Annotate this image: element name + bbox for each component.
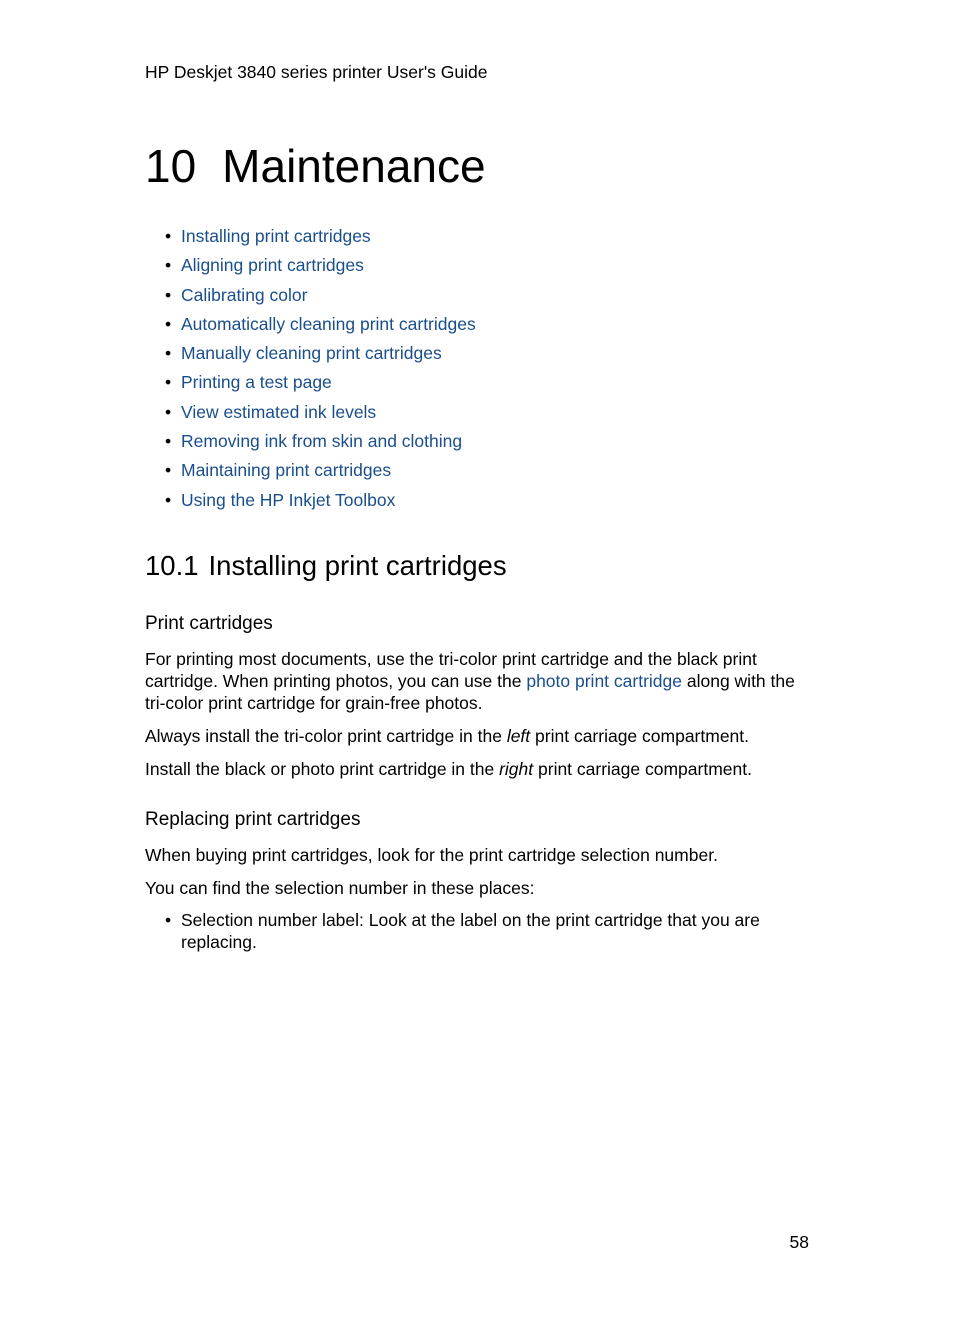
left-compartment-paragraph bbox=[145, 725, 810, 747]
right-compartment-paragraph bbox=[145, 758, 810, 780]
paragraph-text: For printing most documents, use the tri-color print cartridge and the black print cartridge. When printing photos, you can use the bbox=[145, 649, 757, 691]
emphasis-right: right bbox=[499, 759, 534, 779]
toc-item-removing-ink bbox=[145, 427, 476, 456]
replacing-paragraph-1: When buying print cartridges, look for the print cartridge selection number. bbox=[145, 845, 718, 865]
toc-link-toolbox[interactable]: Using the HP Inkjet Toolbox bbox=[181, 489, 396, 510]
toc-item-auto-cleaning bbox=[145, 310, 476, 339]
list-item bbox=[145, 909, 810, 953]
paragraph-text: Install the black or photo print cartridge in the bbox=[145, 759, 500, 779]
print-cartridges-heading: Print cartridges bbox=[145, 613, 273, 634]
toc-item-maintaining bbox=[145, 456, 476, 485]
toc-link-maintaining[interactable]: Maintaining print cartridges bbox=[181, 460, 392, 481]
toc-link-installing[interactable]: Installing print cartridges bbox=[181, 226, 371, 246]
toc-link-removing-ink[interactable]: Removing ink from skin and clothing bbox=[181, 431, 463, 452]
bullet-icon: • bbox=[165, 431, 172, 452]
bullet-icon: • bbox=[165, 460, 172, 481]
toc-item-calibrating bbox=[145, 281, 476, 310]
bullet-icon: • bbox=[165, 343, 172, 364]
page-number: 58 bbox=[789, 1232, 809, 1252]
bullet-icon: • bbox=[165, 910, 172, 930]
section-number: 10.1 bbox=[145, 550, 199, 581]
list-item-text: Selection number label: Look at the label on the print cartridge that you are replacing. bbox=[181, 910, 760, 952]
bullet-icon: • bbox=[165, 284, 172, 305]
bullet-icon: • bbox=[165, 313, 172, 334]
print-cartridges-paragraph bbox=[145, 648, 810, 714]
emphasis-left: left bbox=[506, 726, 531, 746]
toc-link-ink-levels[interactable]: View estimated ink levels bbox=[181, 401, 377, 422]
selection-number-list bbox=[145, 909, 810, 953]
toc-item-test-page bbox=[145, 368, 476, 397]
toc-item-toolbox bbox=[145, 486, 476, 515]
section-title-text: Installing print cartridges bbox=[208, 550, 507, 581]
chapter-title bbox=[145, 138, 486, 194]
photo-print-cartridge-link[interactable]: photo print cartridge bbox=[526, 671, 682, 691]
bullet-icon: • bbox=[165, 372, 172, 393]
replacing-heading: Replacing print cartridges bbox=[145, 809, 361, 830]
replacing-paragraph-2: You can find the selection number in these places: bbox=[145, 878, 535, 898]
toc-link-manual-cleaning[interactable]: Manually cleaning print cartridges bbox=[181, 343, 442, 364]
paragraph-text: along with the tri-color print cartridge for grain-free photos. bbox=[145, 671, 795, 713]
paragraph-text: print carriage compartment. bbox=[530, 726, 750, 746]
toc-link-test-page[interactable]: Printing a test page bbox=[181, 372, 332, 393]
section-title bbox=[145, 548, 507, 584]
bullet-icon: • bbox=[165, 489, 172, 510]
toc-link-aligning[interactable]: Aligning print cartridges bbox=[181, 255, 364, 276]
toc-item-ink-levels bbox=[145, 398, 476, 427]
toc-link-auto-cleaning[interactable]: Automatically cleaning print cartridges bbox=[181, 313, 476, 334]
toc-item-manual-cleaning bbox=[145, 339, 476, 368]
toc-item-aligning bbox=[145, 251, 476, 280]
bullet-icon: • bbox=[165, 255, 172, 276]
toc-item-installing bbox=[145, 222, 476, 251]
running-header: HP Deskjet 3840 series printer User's Guide bbox=[145, 62, 488, 82]
paragraph-text: print carriage compartment. bbox=[533, 759, 752, 779]
toc-link-calibrating[interactable]: Calibrating color bbox=[181, 284, 308, 305]
bullet-icon: • bbox=[165, 401, 172, 422]
paragraph-text: Always install the tri-color print cartridge in the bbox=[145, 726, 507, 746]
chapter-toc-list bbox=[145, 222, 476, 515]
bullet-icon: • bbox=[165, 226, 172, 246]
chapter-title-text: Maintenance bbox=[222, 140, 486, 192]
chapter-number: 10 bbox=[145, 140, 197, 192]
